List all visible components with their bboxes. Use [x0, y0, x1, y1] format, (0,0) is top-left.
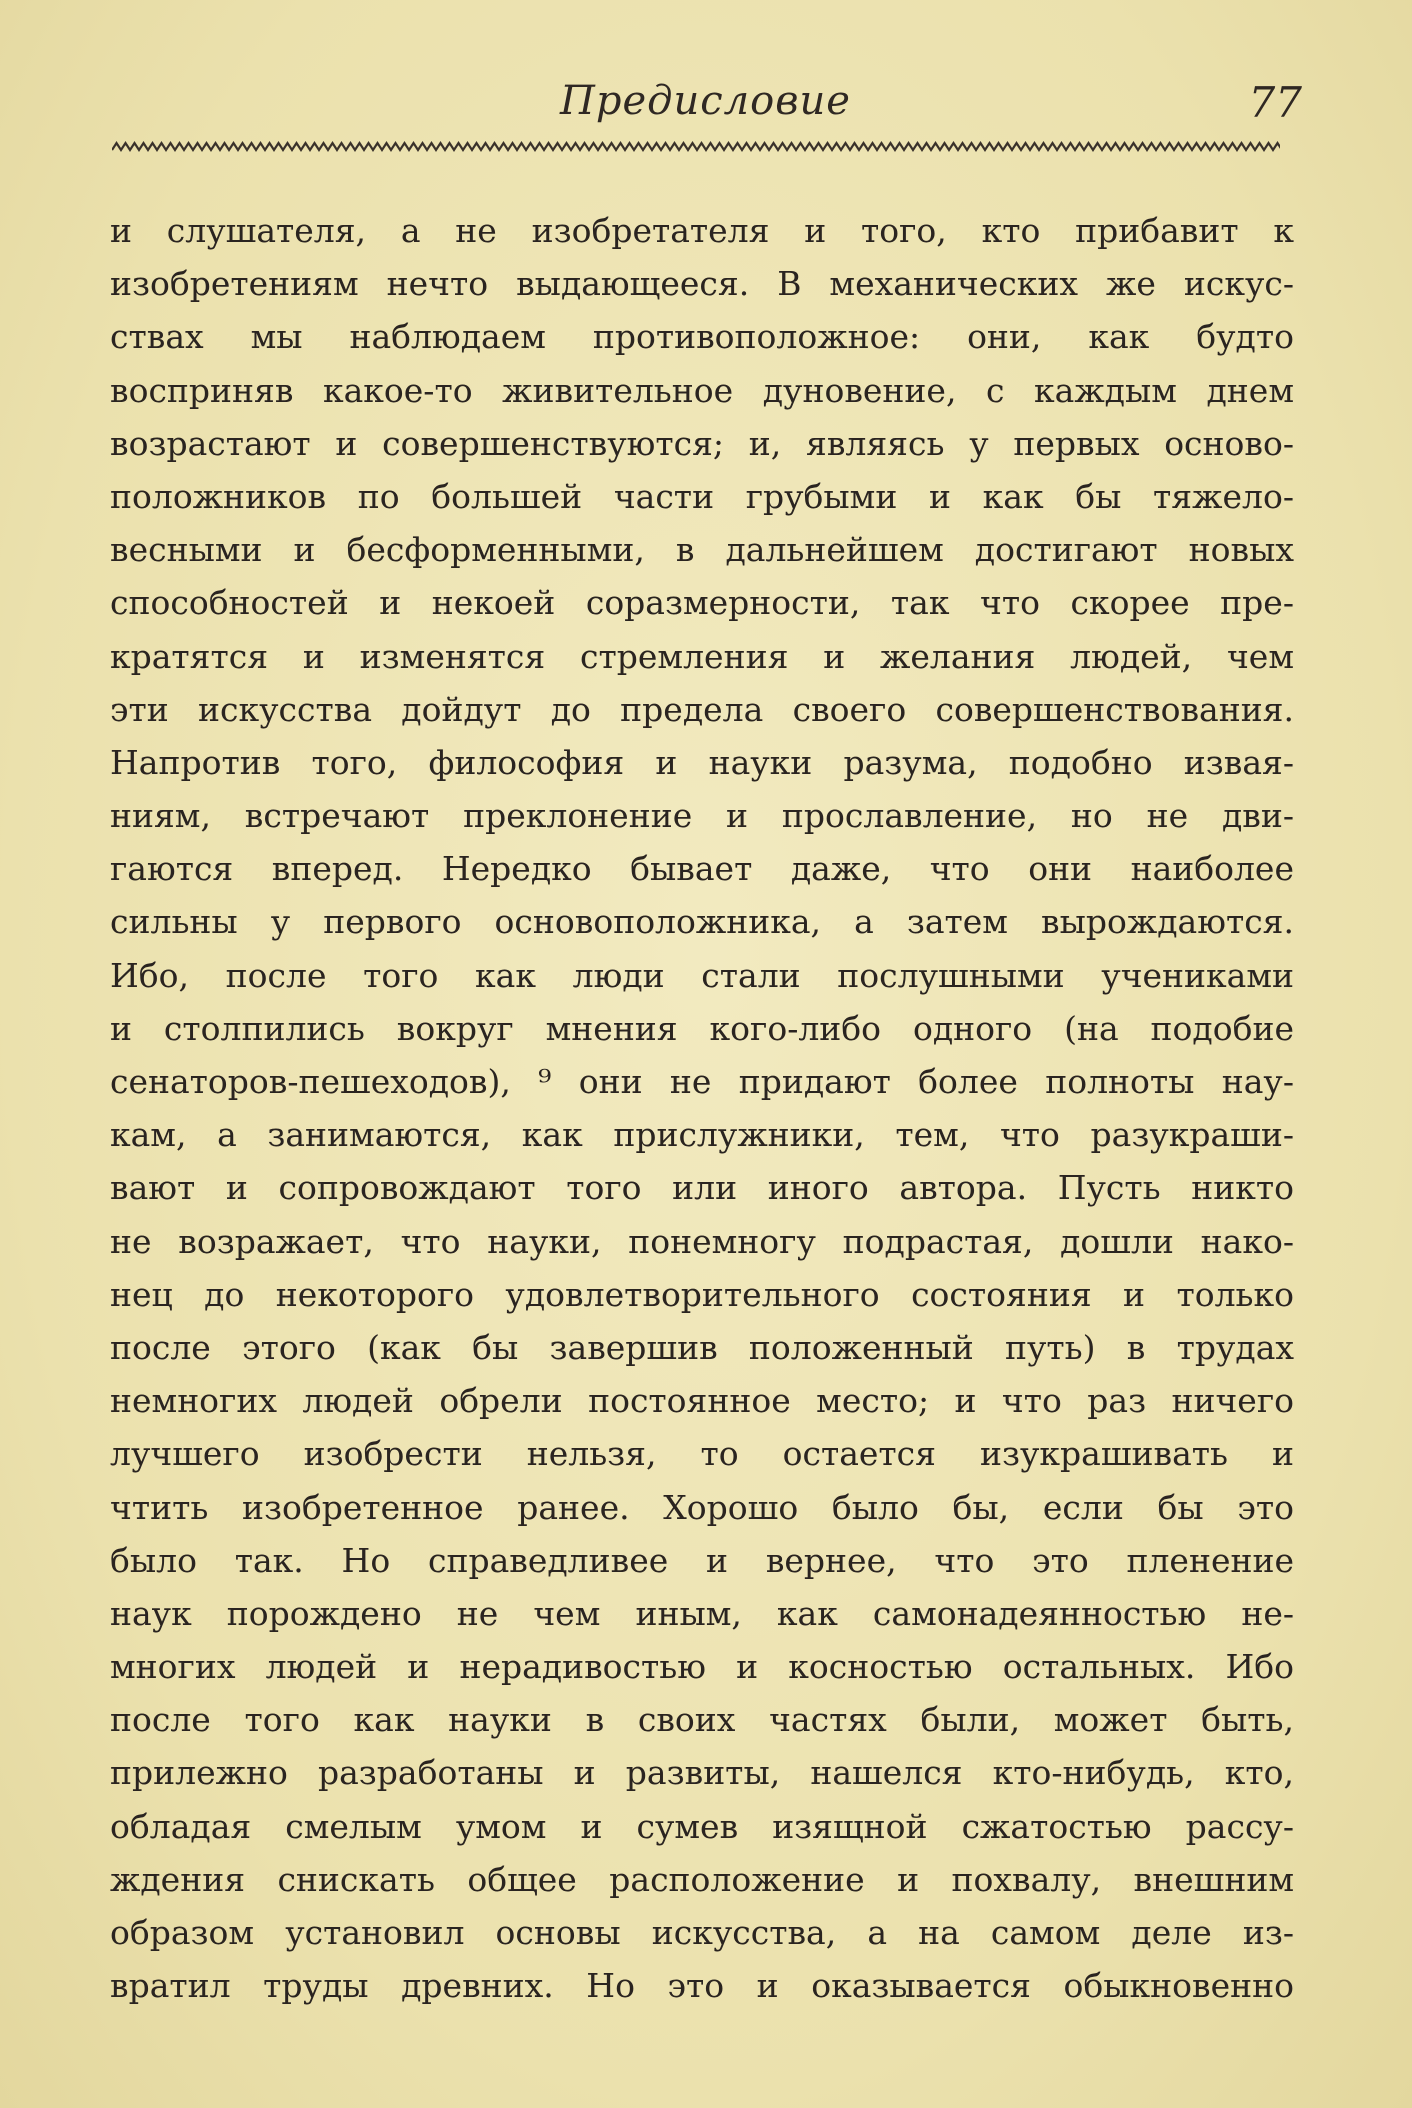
text-line: нец до некоторого удовлетворительного состояния и только	[110, 1274, 1294, 1314]
text-line: вают и сопровождают того или иного автора. Пусть никто	[110, 1168, 1294, 1208]
text-line: прилежно разработаны и развиты, нашелся кто-нибудь, кто,	[110, 1753, 1294, 1793]
text-line: Ибо, после того как люди стали послушными учениками	[110, 955, 1294, 995]
text-line: сильны у первого основоположника, а затем вырождаются.	[110, 902, 1294, 942]
text-line: после того как науки в своих частях были, может быть,	[110, 1700, 1294, 1740]
text-line: Напротив того, философия и науки разума, подобно извая-	[110, 742, 1294, 782]
text-line: лучшего изобрести нельзя, то остается изукрашивать и	[110, 1434, 1294, 1474]
body-text	[110, 204, 1294, 2012]
text-line: эти искусства дойдут до предела своего совершенствования.	[110, 689, 1294, 729]
page-number: 77	[1248, 78, 1302, 127]
text-line: образом установил основы искусства, а на самом деле из-	[110, 1913, 1294, 1952]
text-line: и слушателя, а не изобретателя и того, кто прибавит к	[110, 211, 1294, 250]
text-line: ниям, встречают преклонение и прославление, но не дви-	[110, 796, 1294, 836]
text-line: ствах мы наблюдаем противоположное: они, как будто	[110, 317, 1294, 357]
text-line: многих людей и нерадивостью и косностью остальных. Ибо	[110, 1647, 1294, 1687]
running-head-title: Предисловие	[560, 78, 851, 124]
text-line: вратил труды древних. Но это и оказывается обыкновенно	[110, 1966, 1294, 2006]
text-line: гаются вперед. Нередко бывает даже, что они наиболее	[110, 849, 1294, 889]
text-line: изобретениям нечто выдающееся. В механических же искус-	[110, 264, 1294, 304]
text-line: немногих людей обрели постоянное место; и что раз ничего	[110, 1381, 1294, 1421]
text-line: и столпились вокруг мнения кого-либо одного (на подобие	[110, 1008, 1294, 1048]
text-line: не возражает, что науки, понемногу подрастая, дошли нако-	[110, 1221, 1294, 1261]
text-line: кратятся и изменятся стремления и желания людей, чем	[110, 636, 1294, 676]
text-line: было так. Но справедливее и вернее, что это пленение	[110, 1540, 1294, 1580]
text-line: после этого (как бы завершив положенный путь) в трудах	[110, 1327, 1294, 1367]
text-line: ждения снискать общее расположение и похвалу, внешним	[110, 1859, 1294, 1899]
text-line: чтить изобретенное ранее. Хорошо было бы, если бы это	[110, 1487, 1294, 1527]
text-line: способностей и некоей соразмерности, так что скорее пре-	[110, 583, 1294, 623]
decorative-rule	[112, 140, 1280, 154]
text-line: положников по большей части грубыми и как бы тяжело-	[110, 476, 1294, 516]
text-line: кам, а занимаются, как прислужники, тем, что разукраши-	[110, 1115, 1294, 1155]
text-line: весными и бесформенными, в дальнейшем достигают новых	[110, 530, 1294, 570]
text-line: восприняв какое-то живительное дуновение, с каждым днем	[110, 370, 1294, 410]
text-line: наук порождено не чем иным, как самонадеянностью не-	[110, 1593, 1294, 1633]
running-head	[0, 78, 1412, 138]
text-line: обладая смелым умом и сумев изящной сжатостью рассу-	[110, 1806, 1294, 1846]
text-line: возрастают и совершенствуются; и, являясь у первых осново-	[110, 423, 1294, 463]
text-line: сенаторов-пешеходов), ⁹ они не придают более полноты нау-	[110, 1062, 1294, 1101]
